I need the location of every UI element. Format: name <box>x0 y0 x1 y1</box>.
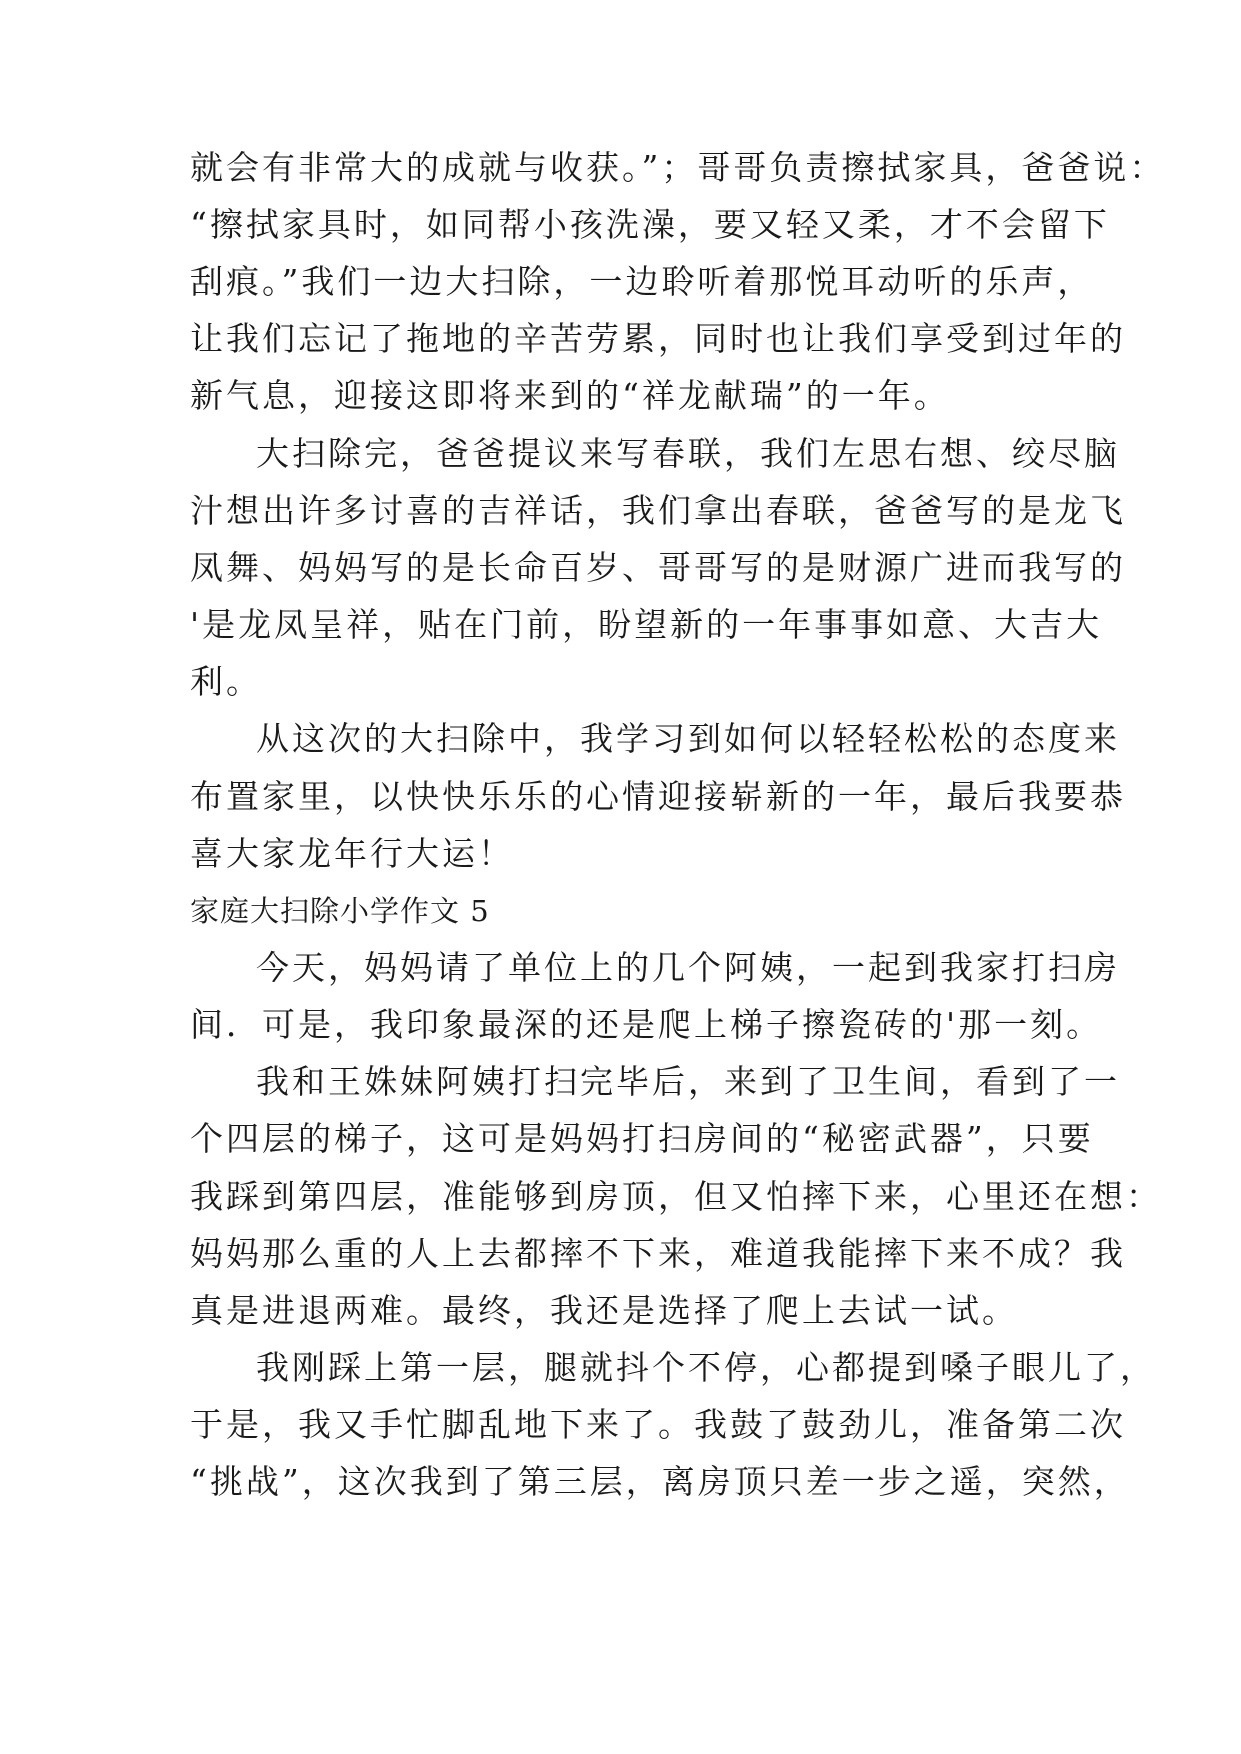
text-line: “擦拭家具时，如同帮小孩洗澡，要又轻又柔，才不会留下 <box>190 205 1110 244</box>
paragraph-first-line: 我刚踩上第一层，腿就抖个不停，心都提到嗓子眼儿了， <box>256 1348 1156 1387</box>
text-line: “挑战”，这次我到了第三层，离房顶只差一步之遥，突然， <box>190 1462 1130 1501</box>
text-line: 汁想出许多讨喜的吉祥话，我们拿出春联，爸爸写的是龙飞 <box>190 491 1126 530</box>
paragraph-first-line: 大扫除完，爸爸提议来写春联，我们左思右想、绞尽脑 <box>256 434 1120 473</box>
text-line: 妈妈那么重的人上去都摔不下来，难道我能摔下来不成？我 <box>190 1234 1126 1273</box>
section-heading: 家庭大扫除小学作文 5 <box>190 894 490 928</box>
paragraph-first-line: 今天，妈妈请了单位上的几个阿姨，一起到我家打扫房 <box>256 948 1120 987</box>
paragraph-first-line: 从这次的大扫除中，我学习到如何以轻轻松松的态度来 <box>256 719 1120 758</box>
text-line: 就会有非常大的成就与收获。”；哥哥负责擦拭家具，爸爸说： <box>190 148 1166 187</box>
text-line: 新气息，迎接这即将来到的“祥龙献瑞”的一年。 <box>190 376 950 415</box>
text-line: 让我们忘记了拖地的辛苦劳累，同时也让我们享受到过年的 <box>190 319 1126 358</box>
text-line: 利。 <box>190 662 262 701</box>
text-line: 刮痕。”我们一边大扫除，一边聆听着那悦耳动听的乐声， <box>190 262 1094 301</box>
text-line: 个四层的梯子，这可是妈妈打扫房间的“秘密武器”，只要 <box>190 1119 1094 1158</box>
paragraph-first-line: 我和王姝妹阿姨打扫完毕后，来到了卫生间，看到了一 <box>256 1062 1120 1101</box>
text-line: '是龙凤呈祥，贴在门前，盼望新的一年事事如意、大吉大 <box>190 605 1103 644</box>
text-line: 我踩到第四层，准能够到房顶，但又怕摔下来，心里还在想： <box>190 1177 1162 1216</box>
text-line: 间．可是，我印象最深的还是爬上梯子擦瓷砖的'那一刻。 <box>190 1005 1103 1044</box>
text-line: 凤舞、妈妈写的是长命百岁、哥哥写的是财源广进而我写的 <box>190 548 1126 587</box>
text-line: 布置家里，以快快乐乐的心情迎接崭新的一年，最后我要恭 <box>190 777 1126 816</box>
text-line: 于是，我又手忙脚乱地下来了。我鼓了鼓劲儿，准备第二次 <box>190 1405 1126 1444</box>
text-line: 喜大家龙年行大运！ <box>190 834 514 873</box>
text-line: 真是进退两难。最终，我还是选择了爬上去试一试。 <box>190 1291 1018 1330</box>
